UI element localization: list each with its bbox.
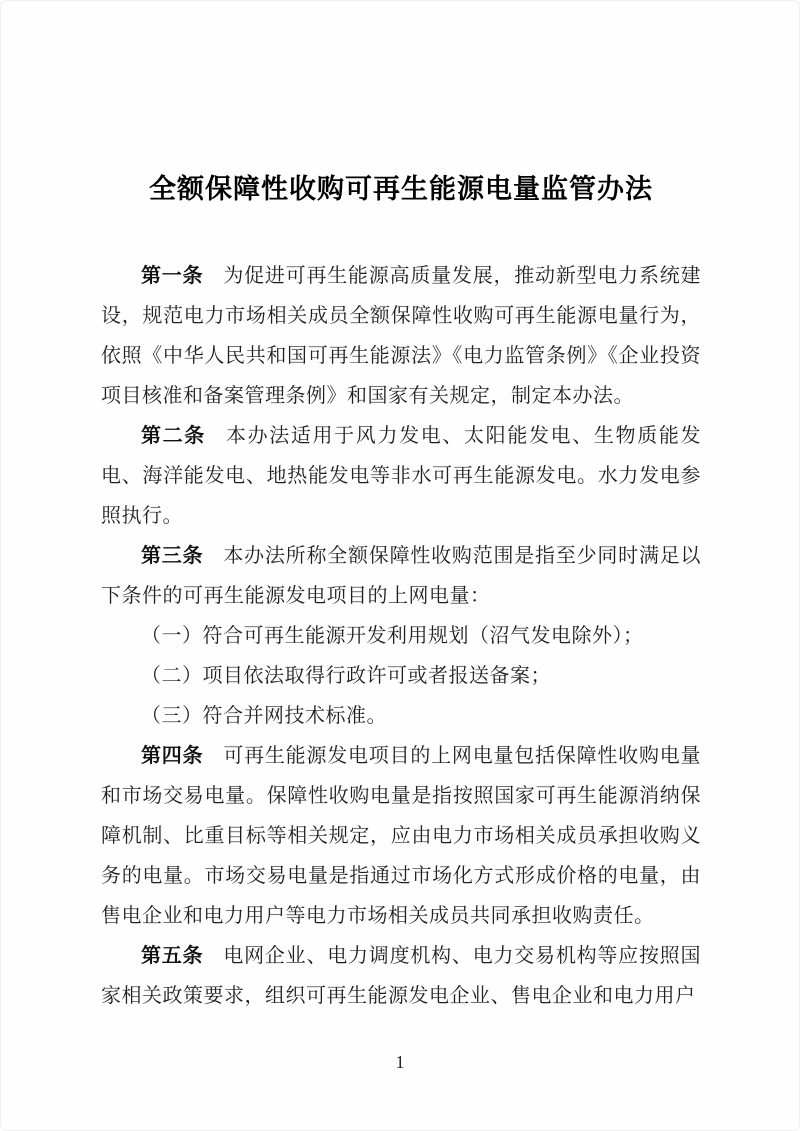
article-2-paragraph xyxy=(101,416,701,536)
article-4-number: 第四条 xyxy=(141,745,204,767)
article-3-clause-1 xyxy=(101,616,701,656)
page-number: 1 xyxy=(395,1052,405,1072)
article-5-number: 第五条 xyxy=(141,945,204,967)
clause-3-text: （三）符合并网技术标准。 xyxy=(141,705,387,727)
clause-1-text: （一）符合可再生能源开发利用规划（沼气发电除外）； xyxy=(141,625,644,647)
article-3-paragraph xyxy=(101,536,701,616)
article-1-paragraph xyxy=(101,256,701,416)
document-content xyxy=(101,1,701,1016)
article-3-number: 第三条 xyxy=(141,545,204,567)
article-3-text: 本办法所称全额保障性收购范围是指至少同时满足以下条件的可再生能源发电项目的上网电量： xyxy=(101,545,702,607)
document-title: 全额保障性收购可再生能源电量监管办法 xyxy=(149,174,653,204)
article-4-paragraph xyxy=(101,736,701,936)
article-2-number: 第二条 xyxy=(141,425,206,447)
article-4-text: 可再生能源发电项目的上网电量包括保障性收购电量和市场交易电量。保障性收购电量是指按照国家可再生能源消纳保障机制、比重目标等相关规定，应由电力市场相关成员承担收购义务的电量。市场交易电量是指通过市场化方式形成价格的电量，由售电企业和电力用户等电力市场相关成员共同承担收购责任。 xyxy=(101,745,702,927)
article-5-paragraph xyxy=(101,936,701,1016)
article-5-text: 电网企业、电力调度机构、电力交易机构等应按照国家相关政策要求，组织可再生能源发电企业、售电企业和电力用户 xyxy=(101,945,702,1007)
article-1-text: 为促进可再生能源高质量发展，推动新型电力系统建设，规范电力市场相关成员全额保障性收购可再生能源电量行为，依照《中华人民共和国可再生能源法》《电力监管条例》《企业投资项目核准和备案管理条例》和国家有关规定，制定本办法。 xyxy=(101,265,702,407)
article-3-clause-3 xyxy=(101,696,701,736)
article-1-number: 第一条 xyxy=(141,265,204,287)
clause-2-text: （二）项目依法取得行政许可或者报送备案； xyxy=(141,665,551,687)
article-3-clause-2 xyxy=(101,656,701,696)
article-2-text: 本办法适用于风力发电、太阳能发电、生物质能发电、海洋能发电、地热能发电等非水可再生能源发电。水力发电参照执行。 xyxy=(101,425,701,527)
document-body xyxy=(101,256,701,1016)
